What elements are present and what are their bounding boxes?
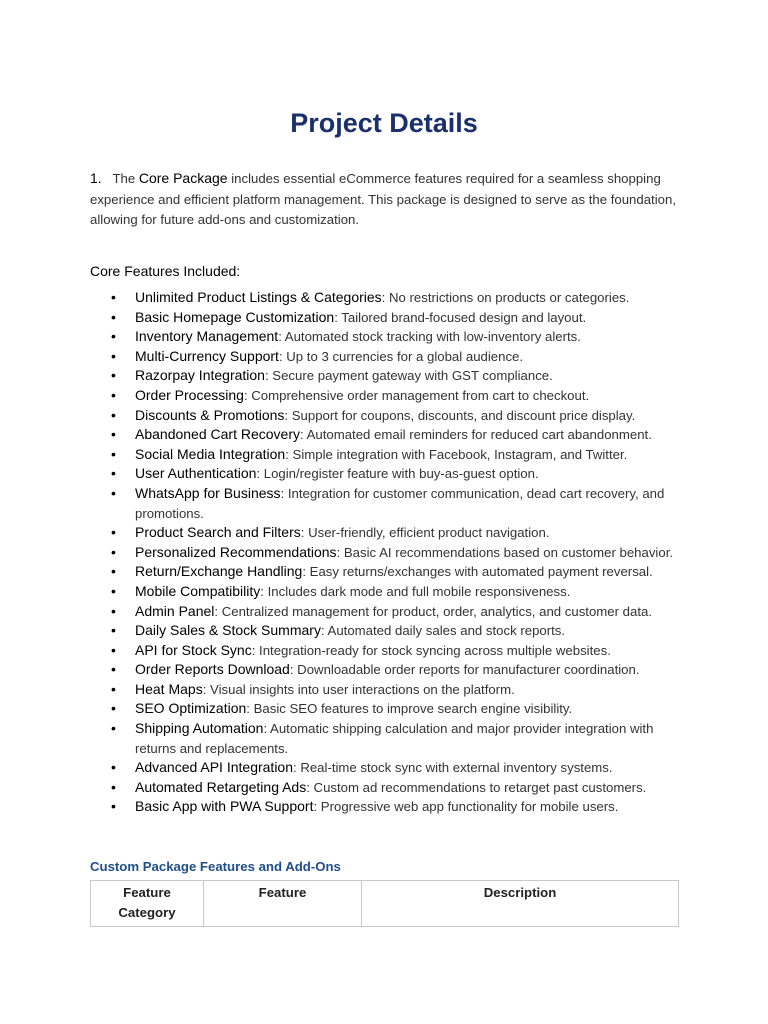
- feature-description: : Automated email reminders for reduced cart abandonment.: [300, 427, 652, 443]
- core-features-heading: Core Features Included:: [90, 263, 241, 279]
- feature-name: Abandoned Cart Recovery: [135, 426, 300, 443]
- feature-list-item: [107, 719, 697, 758]
- intro-text: includes essential eCommerce features required for a seamless shopping experience and efficient platform management. This package is designed to serve as the foundation, allowing for future add-ons and customization.: [90, 171, 676, 227]
- feature-name: Admin Panel: [135, 602, 215, 619]
- bullet-icon: •: [111, 484, 116, 501]
- feature-list-item: [107, 621, 697, 641]
- feature-name: Discounts & Promotions: [135, 406, 285, 423]
- feature-description: : Integration-ready for stock syncing across multiple websites.: [251, 642, 611, 658]
- table-header-row: [91, 881, 679, 927]
- feature-description: : Basic SEO features to improve search engine visibility.: [246, 701, 573, 717]
- feature-name: API for Stock Sync: [135, 641, 252, 658]
- feature-list-item: [107, 699, 697, 719]
- feature-name: Order Processing: [135, 386, 244, 403]
- bullet-icon: •: [111, 700, 116, 717]
- feature-description: : Up to 3 currencies for a global audience.: [278, 348, 524, 364]
- feature-description: : Includes dark mode and full mobile responsiveness.: [260, 583, 571, 599]
- feature-list-item: [107, 445, 697, 465]
- page-title: Project Details: [290, 108, 478, 138]
- feature-name: Shipping Automation: [135, 720, 264, 737]
- feature-name: SEO Optimization: [135, 700, 247, 717]
- feature-description: : Easy returns/exchanges with automated payment reversal.: [302, 564, 653, 580]
- feature-list-item: [107, 562, 697, 582]
- feature-name: Basic App with PWA Support: [135, 798, 314, 815]
- table-header-feature: Feature: [204, 881, 362, 927]
- bullet-icon: •: [111, 602, 116, 619]
- feature-description: : No restrictions on products or categories.: [381, 290, 630, 305]
- feature-description: : Support for coupons, discounts, and discount price display.: [284, 407, 636, 423]
- feature-description: : Integration for customer communication, dead cart recovery, and promotions.: [135, 485, 665, 521]
- feature-description: : Centralized management for product, order, analytics, and customer data.: [214, 603, 653, 619]
- feature-list-item: [107, 797, 697, 817]
- custom-package-table: [90, 880, 679, 927]
- feature-description: : Automated daily sales and stock reports.: [320, 623, 566, 639]
- feature-list-item: [107, 641, 697, 661]
- feature-list-item: [107, 680, 697, 700]
- feature-list-item: [107, 484, 697, 523]
- feature-description: : Login/register feature with buy-as-guest option.: [256, 466, 539, 482]
- feature-list-item: [107, 758, 697, 778]
- feature-name: Daily Sales & Stock Summary: [135, 622, 321, 639]
- feature-name: Advanced API Integration: [135, 759, 293, 776]
- bullet-icon: •: [111, 406, 116, 423]
- feature-name: Order Reports Download: [135, 661, 290, 678]
- bullet-icon: •: [111, 328, 116, 345]
- intro-paragraph: [90, 168, 690, 231]
- bullet-icon: •: [111, 661, 116, 678]
- feature-list-item: [107, 347, 697, 367]
- bullet-icon: •: [111, 347, 116, 364]
- bullet-icon: •: [111, 524, 116, 541]
- feature-list-item: [107, 660, 697, 680]
- feature-name: Multi-Currency Support: [135, 347, 279, 364]
- feature-description: : Simple integration with Facebook, Instagram, and Twitter.: [285, 446, 628, 462]
- feature-list-item: [107, 464, 697, 484]
- bullet-icon: •: [111, 308, 116, 325]
- table-header-feature-category: Feature Category: [91, 881, 204, 927]
- feature-list-item: [107, 778, 697, 798]
- feature-name: Automated Retargeting Ads: [135, 778, 307, 795]
- feature-description: : Secure payment gateway with GST compliance.: [264, 368, 553, 384]
- feature-description: : Visual insights into user interactions on the platform.: [202, 681, 515, 697]
- custom-package-heading: Custom Package Features and Add-Ons: [90, 859, 341, 874]
- feature-list-item: [107, 366, 697, 386]
- intro-highlight: Core Package: [138, 170, 228, 186]
- feature-description: : User-friendly, efficient product navigation.: [300, 525, 550, 541]
- feature-description: : Real-time stock sync with external inventory systems.: [293, 760, 613, 776]
- feature-list-item: [107, 288, 697, 308]
- bullet-icon: •: [111, 563, 116, 580]
- feature-list-item: [107, 523, 697, 543]
- bullet-icon: •: [111, 680, 116, 697]
- feature-list-item: [107, 582, 697, 602]
- feature-name: Unlimited Product Listings & Categories: [135, 289, 382, 305]
- feature-list-item: [107, 425, 697, 445]
- feature-list-item: [107, 386, 697, 406]
- feature-description: : Downloadable order reports for manufacturer coordination.: [289, 662, 640, 678]
- feature-name: Razorpay Integration: [135, 367, 265, 384]
- feature-list-item: [107, 406, 697, 426]
- feature-name: Return/Exchange Handling: [135, 563, 303, 580]
- intro-number: 1.: [90, 170, 102, 186]
- bullet-icon: •: [111, 465, 116, 482]
- bullet-icon: •: [111, 289, 116, 305]
- feature-description: : Progressive web app functionality for mobile users.: [313, 799, 619, 815]
- feature-description: : Basic AI recommendations based on customer behavior.: [336, 544, 674, 560]
- bullet-icon: •: [111, 798, 116, 815]
- feature-list-item: [107, 327, 697, 347]
- feature-name: Social Media Integration: [135, 445, 286, 462]
- bullet-icon: •: [111, 386, 116, 403]
- feature-description: : Automatic shipping calculation and major provider integration with returns and replacements.: [135, 721, 654, 756]
- feature-description: : Comprehensive order management from cart to checkout.: [243, 387, 590, 403]
- feature-description: : Custom ad recommendations to retarget past customers.: [306, 779, 647, 795]
- feature-name: Heat Maps: [135, 680, 203, 697]
- feature-name: User Authentication: [135, 465, 257, 482]
- table-header-description: Description: [362, 881, 679, 927]
- feature-list-item: [107, 308, 697, 328]
- bullet-icon: •: [111, 759, 116, 776]
- feature-description: : Automated stock tracking with low-inventory alerts.: [278, 329, 581, 345]
- feature-name: Inventory Management: [135, 328, 279, 345]
- bullet-icon: •: [111, 720, 116, 737]
- feature-name: WhatsApp for Business: [135, 484, 281, 501]
- feature-description: : Tailored brand-focused design and layout.: [334, 309, 587, 325]
- bullet-icon: •: [111, 582, 116, 599]
- bullet-icon: •: [111, 778, 116, 795]
- intro-prefix: The: [112, 171, 139, 186]
- feature-list-item: [107, 543, 697, 563]
- feature-name: Product Search and Filters: [135, 524, 301, 541]
- bullet-icon: •: [111, 367, 116, 384]
- feature-list-item: [107, 602, 697, 622]
- bullet-icon: •: [111, 426, 116, 443]
- feature-name: Mobile Compatibility: [135, 582, 261, 599]
- bullet-icon: •: [111, 622, 116, 639]
- feature-name: Basic Homepage Customization: [135, 308, 335, 325]
- bullet-icon: •: [111, 641, 116, 658]
- feature-name: Personalized Recommendations: [135, 543, 337, 560]
- core-features-list: [107, 288, 697, 817]
- bullet-icon: •: [111, 445, 116, 462]
- bullet-icon: •: [111, 543, 116, 560]
